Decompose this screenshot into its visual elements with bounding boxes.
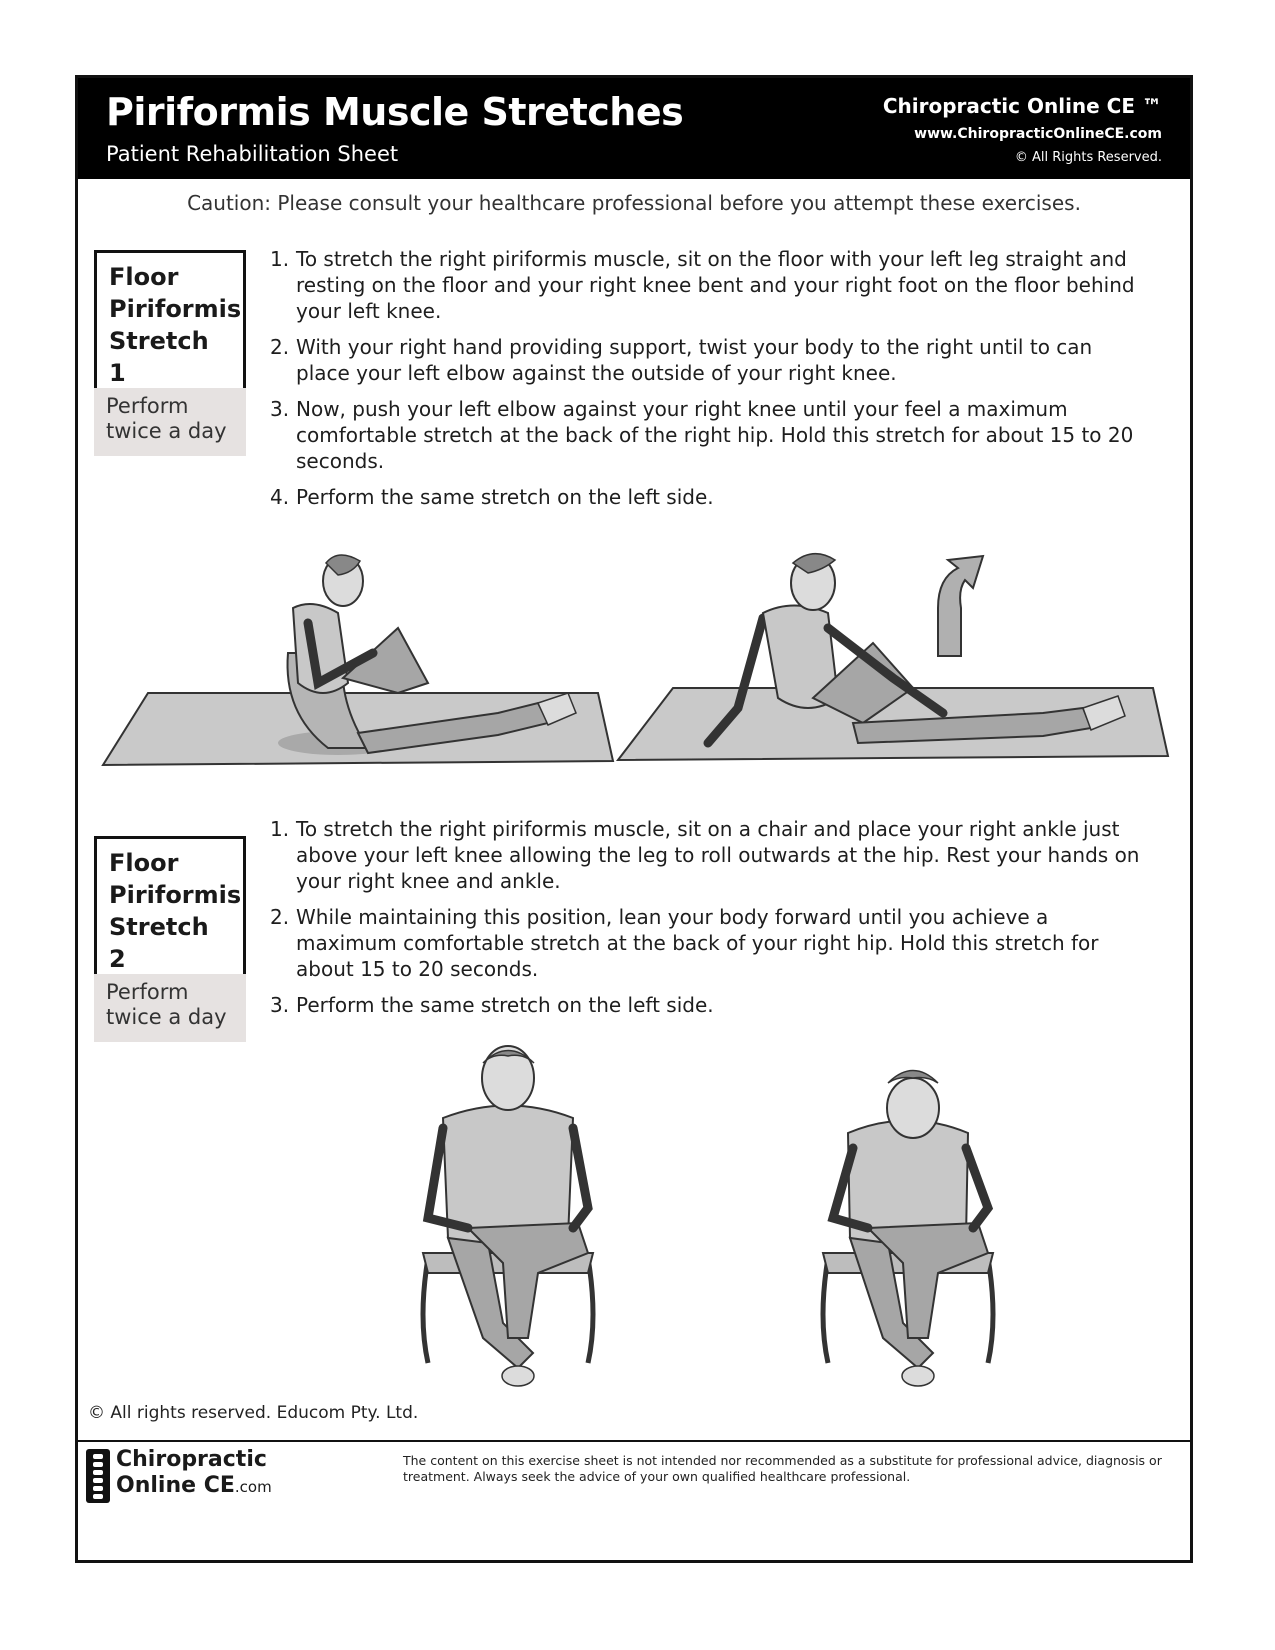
header-bar <box>78 78 1190 179</box>
page-subtitle: Patient Rehabilitation Sheet <box>106 142 399 166</box>
exercise-sheet <box>75 75 1193 1563</box>
section-2-title-line: Floor <box>109 849 179 877</box>
logo-line-2 <box>116 1473 272 1498</box>
step-item <box>270 484 1150 510</box>
section-2-steps <box>270 816 1150 1028</box>
chair-stretch-illustration-1 <box>388 1038 628 1398</box>
footer-divider <box>78 1440 1190 1442</box>
copyright-note: © All rights reserved. Educom Pty. Ltd. <box>88 1403 419 1423</box>
step-item <box>270 246 1150 324</box>
step-text: With your right hand providing support, twist your body to the right until to can place your left elbow against the outside of your right knee. <box>296 335 1093 385</box>
frequency-line: twice a day <box>106 419 227 443</box>
frequency-line: Perform <box>106 980 189 1004</box>
section-2-title <box>94 836 246 988</box>
step-text: While maintaining this position, lean your body forward until you achieve a maximum comfortable stretch at the back of your right hip. Hold this stretch for about 15 to 20 seconds. <box>296 905 1099 981</box>
caution-text: Caution: Please consult your healthcare professional before you attempt these exercises. <box>187 191 1081 215</box>
floor-stretch-illustration-1 <box>98 543 618 783</box>
step-item <box>270 904 1150 982</box>
step-number: 2. <box>270 335 290 359</box>
section-2-title-line: Piriformis <box>109 881 242 909</box>
arrow-up-curved-icon <box>938 556 983 656</box>
footer-logo <box>86 1447 286 1507</box>
step-item <box>270 334 1150 386</box>
rights-text: © All Rights Reserved. <box>1014 150 1162 165</box>
disclaimer-text: The content on this exercise sheet is not intended nor recommended as a substitute for professional advice, diagnosis or treatment. Always seek the advice of your own qualified healthcare professional. <box>403 1453 1162 1484</box>
step-number: 1. <box>270 247 290 271</box>
step-item <box>270 396 1150 474</box>
step-text: To stretch the right piriformis muscle, sit on a chair and place your right ankle just above your left knee allowing the leg to roll outwards at the hip. Rest your hands on your right knee and ankle. <box>296 817 1140 893</box>
section-2-title-line: Stretch 2 <box>109 913 209 973</box>
logo-line-2-text: Online CE <box>116 1473 235 1498</box>
chair-stretch-illustration-2 <box>788 1038 1028 1398</box>
section-1-title <box>94 250 246 402</box>
brand-url: www.ChiropracticOnlineCE.com <box>914 126 1162 142</box>
step-text: Perform the same stretch on the left side. <box>296 485 714 509</box>
step-text: Now, push your left elbow against your right knee until your feel a maximum comfortable stretch at the back of the right hip. Hold this stretch for about 15 to 20 seconds. <box>296 397 1134 473</box>
step-number: 3. <box>270 397 290 421</box>
section-1-frequency <box>94 388 246 456</box>
step-item <box>270 816 1150 894</box>
section-1-title-line: Floor <box>109 263 179 291</box>
section-1-title-line: Stretch 1 <box>109 327 209 387</box>
section-1-steps <box>270 246 1150 520</box>
section-1-title-line: Piriformis <box>109 295 242 323</box>
logo-suffix: .com <box>234 1478 272 1496</box>
step-number: 1. <box>270 817 290 841</box>
step-number: 4. <box>270 485 290 509</box>
frequency-line: twice a day <box>106 1005 227 1029</box>
logo-line-1: Chiropractic <box>116 1447 267 1472</box>
step-text: To stretch the right piriformis muscle, sit on the floor with your left leg straight and resting on the floor and your right knee bent and your right foot on the floor behind your left knee. <box>296 247 1135 323</box>
section-2-frequency <box>94 974 246 1042</box>
floor-stretch-illustration-2 <box>613 538 1183 783</box>
spine-logo-icon <box>86 1449 110 1503</box>
step-number: 2. <box>270 905 290 929</box>
step-text: Perform the same stretch on the left side. <box>296 993 714 1017</box>
brand-name: Chiropractic Online CE ™ <box>882 94 1162 118</box>
page-title: Piriformis Muscle Stretches <box>106 90 684 134</box>
step-item <box>270 992 1150 1018</box>
step-number: 3. <box>270 993 290 1017</box>
frequency-line: Perform <box>106 394 189 418</box>
